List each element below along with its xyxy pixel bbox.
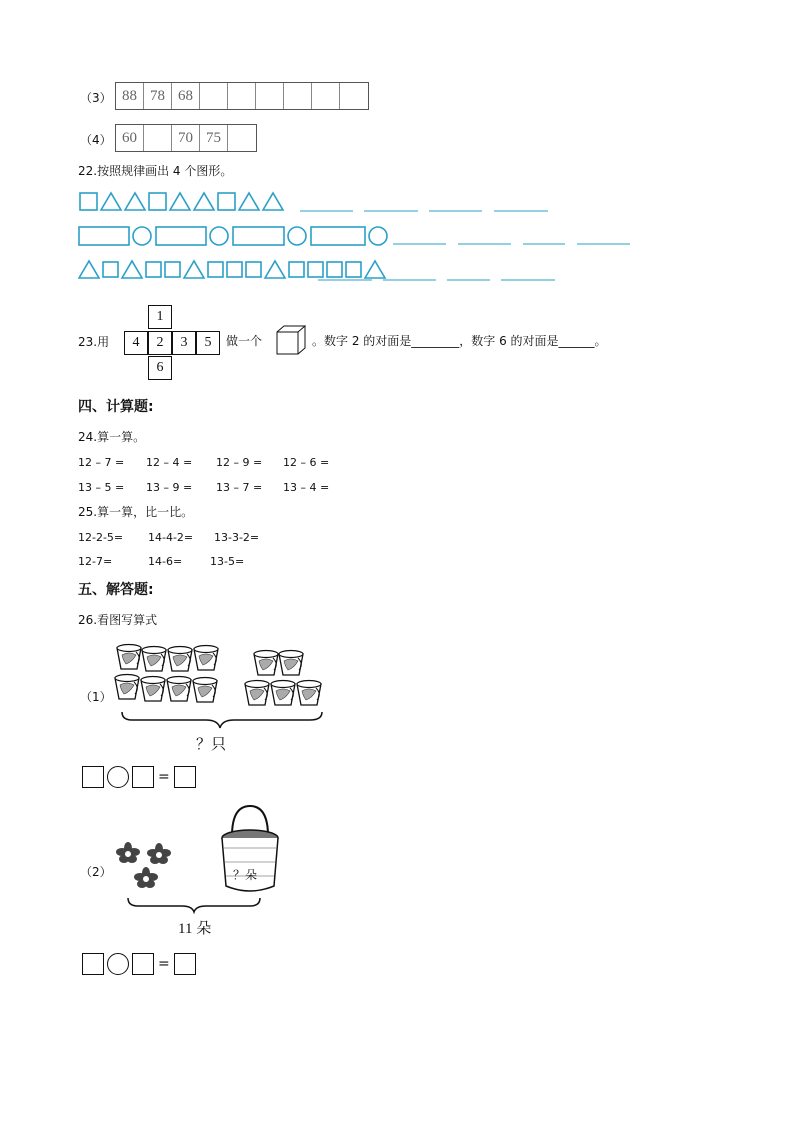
- q3-cell: [312, 83, 340, 109]
- q3-cell: [340, 83, 368, 109]
- q26-2-brace-text: 11 朵: [178, 921, 212, 937]
- rectangle-circle-pattern: [78, 223, 638, 249]
- q3-cell: [200, 83, 228, 109]
- net-face: 3: [172, 331, 196, 355]
- q26-2-answer: [82, 953, 196, 975]
- calc-item: 12-2-5=: [78, 531, 124, 544]
- q3-cell: [256, 83, 284, 109]
- calc-item: 12 – 9 =: [216, 456, 263, 469]
- calc-item: 12-7=: [78, 555, 113, 568]
- calc-item: 13 – 7 =: [216, 481, 263, 494]
- q4-label: （4）: [80, 133, 112, 147]
- q4-cell: [144, 125, 172, 151]
- equals-sign: =: [158, 769, 170, 785]
- section-5-title: 五、解答题:: [78, 582, 154, 598]
- answer-box[interactable]: [132, 766, 154, 788]
- q3-label: （3）: [80, 91, 112, 105]
- calc-item: 13 – 9 =: [146, 481, 193, 494]
- q3-cell: [284, 83, 312, 109]
- q23-mid-text: 做一个: [226, 334, 263, 348]
- flowers-basket-illustration: [110, 802, 290, 914]
- q4-cell: 70: [172, 125, 200, 151]
- cube-icon: [276, 325, 306, 357]
- q22-pattern-row-3: [78, 257, 638, 287]
- calc-item: 13-3-2=: [214, 531, 260, 544]
- q23-tail-text: 。数字 2 的对面是________，数字 6 的对面是______。: [312, 334, 607, 348]
- q4-cell: [228, 125, 256, 151]
- calc-item: 12 – 4 =: [146, 456, 193, 469]
- q26-1-brace-text: ？只: [196, 737, 227, 753]
- q24-row-2: [78, 481, 353, 494]
- net-face: 6: [148, 356, 172, 380]
- square-triangle-pattern: [78, 190, 558, 214]
- calc-item: 13 – 5 =: [78, 481, 125, 494]
- calc-item: 14-4-2=: [148, 531, 194, 544]
- q4-cell: 75: [200, 125, 228, 151]
- q23-prefix: 23.用: [78, 335, 110, 349]
- equals-sign: =: [158, 956, 170, 972]
- calc-item: 13-5=: [210, 555, 245, 568]
- q24-title: 24.算一算。: [78, 430, 146, 444]
- calc-item: 12 – 7 =: [78, 456, 125, 469]
- q26-title: 26.看图写算式: [78, 613, 158, 627]
- net-face: 4: [124, 331, 148, 355]
- q4-number-strip: [115, 124, 257, 152]
- buckets-illustration: [110, 638, 330, 742]
- q22-title: 22.按照规律画出 4 个图形。: [78, 164, 233, 178]
- answer-box[interactable]: [82, 953, 104, 975]
- answer-box[interactable]: [82, 766, 104, 788]
- q26-2-label: （2）: [80, 865, 112, 879]
- q3-cell: 68: [172, 83, 200, 109]
- q24-row-1: [78, 456, 353, 469]
- q3-cell: [228, 83, 256, 109]
- calc-item: 14-6=: [148, 555, 183, 568]
- q22-pattern-row-1: [78, 190, 558, 218]
- operator-circle[interactable]: [107, 766, 129, 788]
- q4-cell: 60: [116, 125, 144, 151]
- q22-pattern-row-2: [78, 223, 638, 253]
- q3-cell: 88: [116, 83, 144, 109]
- triangle-square-pattern: [78, 257, 638, 283]
- operator-circle[interactable]: [107, 953, 129, 975]
- q3-cell: 78: [144, 83, 172, 109]
- section-4-title: 四、计算题:: [78, 399, 154, 415]
- net-face: 2: [148, 331, 172, 355]
- calc-item: 13 – 4 =: [283, 481, 330, 494]
- q26-2-basket-text: ？朵: [233, 868, 258, 882]
- answer-box[interactable]: [132, 953, 154, 975]
- net-face: 5: [196, 331, 220, 355]
- q25-title: 25.算一算，比一比。: [78, 505, 194, 519]
- q3-number-strip: [115, 82, 369, 110]
- q26-1-answer: [82, 766, 196, 788]
- net-face: 1: [148, 305, 172, 329]
- q26-1-label: （1）: [80, 690, 112, 704]
- q25-row-1: [78, 531, 284, 544]
- calc-item: 12 – 6 =: [283, 456, 330, 469]
- answer-box[interactable]: [174, 953, 196, 975]
- q25-row-2: [78, 555, 280, 568]
- answer-box[interactable]: [174, 766, 196, 788]
